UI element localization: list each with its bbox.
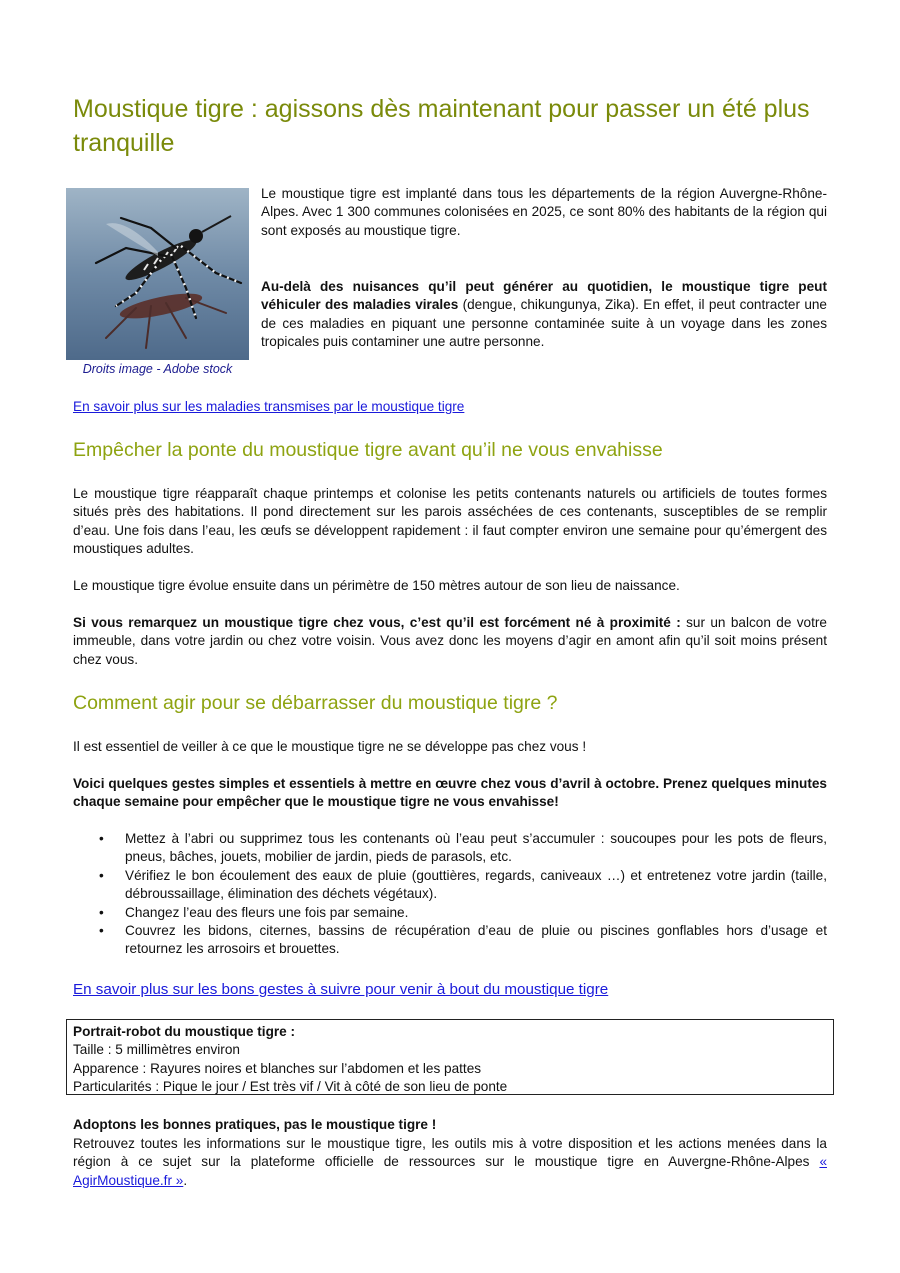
section-heading-agir: Comment agir pour se débarrasser du moustique tigre ? bbox=[73, 692, 558, 714]
closing-heading bbox=[73, 1116, 827, 1134]
page-title: Moustique tigre : agissons dès maintenant pour passer un été plus tranquille bbox=[73, 95, 810, 157]
gestures-link[interactable]: En savoir plus sur les bons gestes à suivre pour venir à bout du moustique tigre bbox=[73, 981, 609, 998]
list-item: • Mettez à l’abri ou supprimez tous les contenants où l’eau peut s’accumuler : soucoupes pour les pots de fleurs, pneus, bâches, jouets, mobilier de jardin, pieds de parasols, etc. bbox=[99, 831, 827, 865]
list-item: • Changez l’eau des fleurs une fois par semaine. bbox=[73, 904, 827, 922]
intro-paragraph-2 bbox=[261, 278, 827, 352]
ponte-paragraph-1: Le moustique tigre réapparaît chaque printemps et colonise les petits contenants naturels ou artificiels de toutes formes situés près des habitations. Il pond directement sur les parois asséchées de ces contenants, susceptibles de se remplir d’eau. Une fois dans l’eau, les œufs se développent rapidement : il faut compter environ une semaine pour qu’émergent des moustiques adultes. bbox=[73, 486, 827, 557]
ponte-paragraph-3-text: sur un balcon de votre immeuble, dans votre jardin ou chez votre voisin. Vous avez donc les moyens d’agir en amont afin qu’il soit moins présent chez vous. bbox=[73, 615, 827, 667]
agir-paragraph-1: Il est essentiel de veiller à ce que le moustique tigre ne se développe pas chez vous ! bbox=[73, 739, 587, 754]
portrait-line: Apparence : Rayures noires et blanches sur l’abdomen et les pattes bbox=[73, 1060, 482, 1076]
bullet-icon: • bbox=[99, 904, 104, 920]
mosquito-photo bbox=[66, 188, 249, 360]
ponte-paragraph-3-bold: Si vous remarquez un moustique tigre chez vous, c’est qu’il est forcément né à proximité : bbox=[73, 615, 681, 630]
section-heading-ponte: Empêcher la ponte du moustique tigre avant qu’il ne vous envahisse bbox=[73, 439, 663, 461]
agir-paragraph-2 bbox=[73, 775, 827, 812]
closing-end: . bbox=[183, 1172, 188, 1188]
bullet-icon: • bbox=[99, 867, 104, 883]
intro-paragraph-1: Le moustique tigre est implanté dans tous les départements de la région Auvergne-Rhône-Alpes. Avec 1 300 communes colonisées en 2025, ce sont 80% des habitants de la région qui sont exposés au moustique tigre. bbox=[261, 186, 827, 238]
ponte-paragraph-3 bbox=[73, 614, 827, 669]
portrait-box bbox=[66, 1019, 834, 1095]
agir-paragraph-2-bold: Voici quelques gestes simples et essentiels à mettre en œuvre chez vous d’avril à octobre. Prenez quelques minutes chaque semaine pour empêcher que le moustique tigre ne vous envahisse! bbox=[73, 776, 827, 810]
portrait-title: Portrait-robot du moustique tigre : bbox=[73, 1024, 296, 1039]
image-caption: Droits image - Adobe stock bbox=[82, 362, 233, 376]
diseases-link[interactable]: En savoir plus sur les maladies transmises par le moustique tigre bbox=[73, 399, 465, 414]
portrait-line: Particularités : Pique le jour / Est très vif / Vit à côté de son lieu de ponte bbox=[73, 1079, 508, 1095]
agirmoustique-link[interactable]: « AgirMoustique.fr » bbox=[73, 1154, 827, 1188]
intro-paragraph-2-bold: Au-delà des nuisances qu’il peut générer au quotidien, le moustique tigre peut véhiculer des maladies virales bbox=[261, 279, 827, 313]
closing-paragraph bbox=[73, 1135, 827, 1190]
intro-paragraph-2-text: (dengue, chikungunya, Zika). En effet, il peut contracter une de ces maladies en piquant une personne contaminée suite à un voyage dans les zones tropicales puis contaminer une autre personne. bbox=[261, 297, 827, 350]
bullet-icon: • bbox=[99, 923, 104, 939]
list-item: • Vérifiez le bon écoulement des eaux de pluie (gouttières, regards, caniveaux …) et entretenez votre jardin (taille, débroussaillage, élimination des déchets végétaux). bbox=[99, 867, 827, 902]
list-item: • Couvrez les bidons, citernes, bassins de récupération d’eau de pluie ou piscines gonflables hors d’usage et retournez les arrosoirs et brouettes. bbox=[99, 923, 827, 957]
diseases-link-line bbox=[73, 398, 827, 416]
mosquito-figure bbox=[66, 188, 249, 378]
tips-list bbox=[73, 830, 827, 959]
portrait-line: Taille : 5 millimètres environ bbox=[73, 1042, 240, 1058]
gestures-link-line bbox=[73, 980, 827, 1000]
closing-text: Retrouvez toutes les informations sur le moustique tigre, les outils mis à votre disposition et les actions menées dans la région à ce sujet sur la plateforme officielle de ressources sur le moustique tigre en Auvergne-Rhône-Alpes bbox=[73, 1136, 827, 1170]
closing-heading-bold: Adoptons les bonnes pratiques, pas le moustique tigre ! bbox=[73, 1117, 437, 1132]
ponte-paragraph-2: Le moustique tigre évolue ensuite dans un périmètre de 150 mètres autour de son lieu de naissance. bbox=[73, 578, 680, 593]
bullet-icon: • bbox=[99, 831, 104, 846]
